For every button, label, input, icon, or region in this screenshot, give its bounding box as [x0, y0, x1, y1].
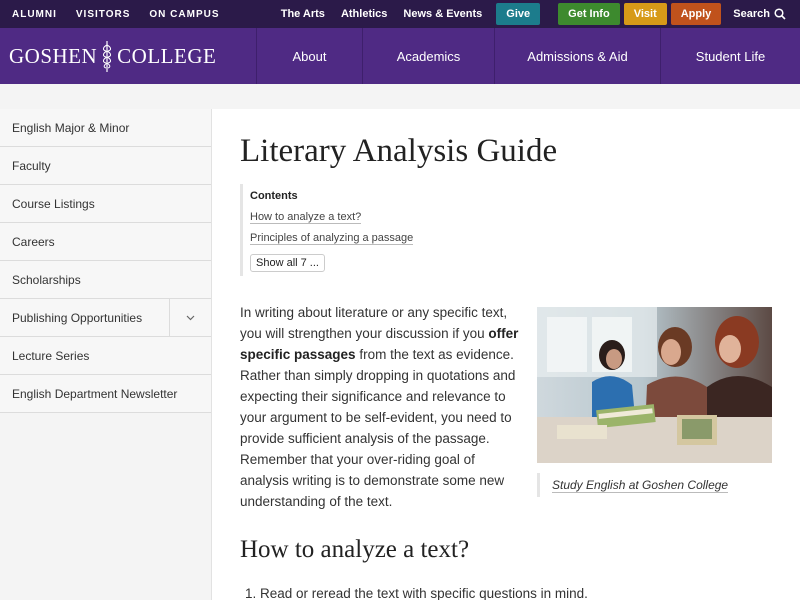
search-label: Search: [733, 8, 770, 20]
breadcrumb-strip: [0, 84, 800, 109]
intro-text-1: In writing about literature or any specific text, you will strengthen your discussion if you: [240, 305, 508, 341]
primary-nav: [256, 28, 800, 84]
list-item: 1. Read or reread the text with specific questions in mind.: [260, 586, 780, 600]
main-header: [0, 28, 800, 84]
table-of-contents: [240, 184, 540, 276]
toc-heading: Contents: [250, 190, 298, 202]
give-button[interactable]: Give: [496, 3, 540, 25]
the-arts-link[interactable]: The Arts: [280, 8, 325, 20]
chevron-down-icon: [186, 315, 195, 321]
nav-about[interactable]: About: [256, 28, 362, 84]
figure-caption: [537, 473, 772, 497]
page-title: Literary Analysis Guide: [240, 133, 558, 169]
visitors-link[interactable]: VISITORS: [75, 8, 131, 20]
students-photo: [537, 307, 772, 463]
toc-link-principles[interactable]: Principles of analyzing a passage: [250, 232, 414, 244]
get-info-button[interactable]: Get Info: [558, 3, 620, 25]
sidebar-item-publishing-opportunities[interactable]: [0, 299, 211, 337]
figure-caption-text: Study English at Goshen College: [552, 478, 729, 492]
intro-paragraph: [240, 302, 520, 512]
sidebar-item-careers[interactable]: [0, 223, 211, 261]
toc-link-how-to-analyze[interactable]: How to analyze a text?: [250, 211, 362, 223]
sidebar-item-label: Scholarships: [12, 272, 81, 287]
intro-section: [240, 302, 780, 512]
sidebar-item-label: Careers: [12, 234, 55, 249]
on-campus-link[interactable]: ON CAMPUS: [149, 8, 220, 20]
alumni-link[interactable]: ALUMNI: [12, 8, 57, 20]
section-heading-how-to-analyze: How to analyze a text?: [240, 536, 470, 563]
sidebar-item-scholarships[interactable]: [0, 261, 211, 299]
sidebar-item-label: English Major & Minor: [12, 120, 130, 135]
search-icon: [774, 8, 786, 20]
main-content: [240, 109, 780, 600]
sidebar-item-lecture-series[interactable]: [0, 337, 211, 375]
section-sidebar: [0, 109, 212, 600]
sidebar-item-label: English Department Newsletter: [12, 386, 178, 401]
utility-bar: [0, 0, 800, 28]
college-logo[interactable]: [0, 28, 256, 84]
nav-academics[interactable]: Academics: [362, 28, 494, 84]
steps-list: [240, 586, 780, 600]
sidebar-item-label: Publishing Opportunities: [12, 310, 143, 325]
utility-links: [273, 0, 800, 28]
athletics-link[interactable]: Athletics: [340, 8, 388, 20]
sidebar-item-faculty[interactable]: [0, 147, 211, 185]
figure: [537, 307, 772, 497]
intro-text-2: from the text as evidence. Rather than simply dropping in quotations and expecting their significance and relevance to your argument to be self-evident, you need to provide sufficient analysis of the passage. Remember that your over-riding goal of analysis writing is to demonstrate some new understanding of the text.: [240, 347, 516, 509]
leaf-icon: [100, 39, 114, 73]
show-all-button[interactable]: Show all 7 ...: [250, 254, 325, 272]
apply-button[interactable]: Apply: [671, 3, 722, 25]
nav-student-life[interactable]: Student Life: [660, 28, 800, 84]
visit-button[interactable]: Visit: [624, 3, 667, 25]
intro-text-bold: offer specific passages: [240, 326, 519, 362]
search-button[interactable]: [733, 8, 786, 20]
audience-links: [0, 9, 239, 20]
sidebar-item-label: Faculty: [12, 158, 51, 173]
logo-word-goshen: GOSHEN: [9, 43, 98, 68]
sidebar-item-label: Course Listings: [12, 196, 95, 211]
sidebar-item-english-major-minor[interactable]: [0, 109, 211, 147]
nav-admissions-aid[interactable]: Admissions & Aid: [494, 28, 660, 84]
expand-toggle[interactable]: [169, 299, 211, 337]
sidebar-item-label: Lecture Series: [12, 348, 90, 363]
news-events-link[interactable]: News & Events: [403, 8, 483, 20]
sidebar-item-course-listings[interactable]: [0, 185, 211, 223]
logo-word-college: COLLEGE: [117, 43, 217, 68]
sidebar-item-newsletter[interactable]: [0, 375, 211, 413]
